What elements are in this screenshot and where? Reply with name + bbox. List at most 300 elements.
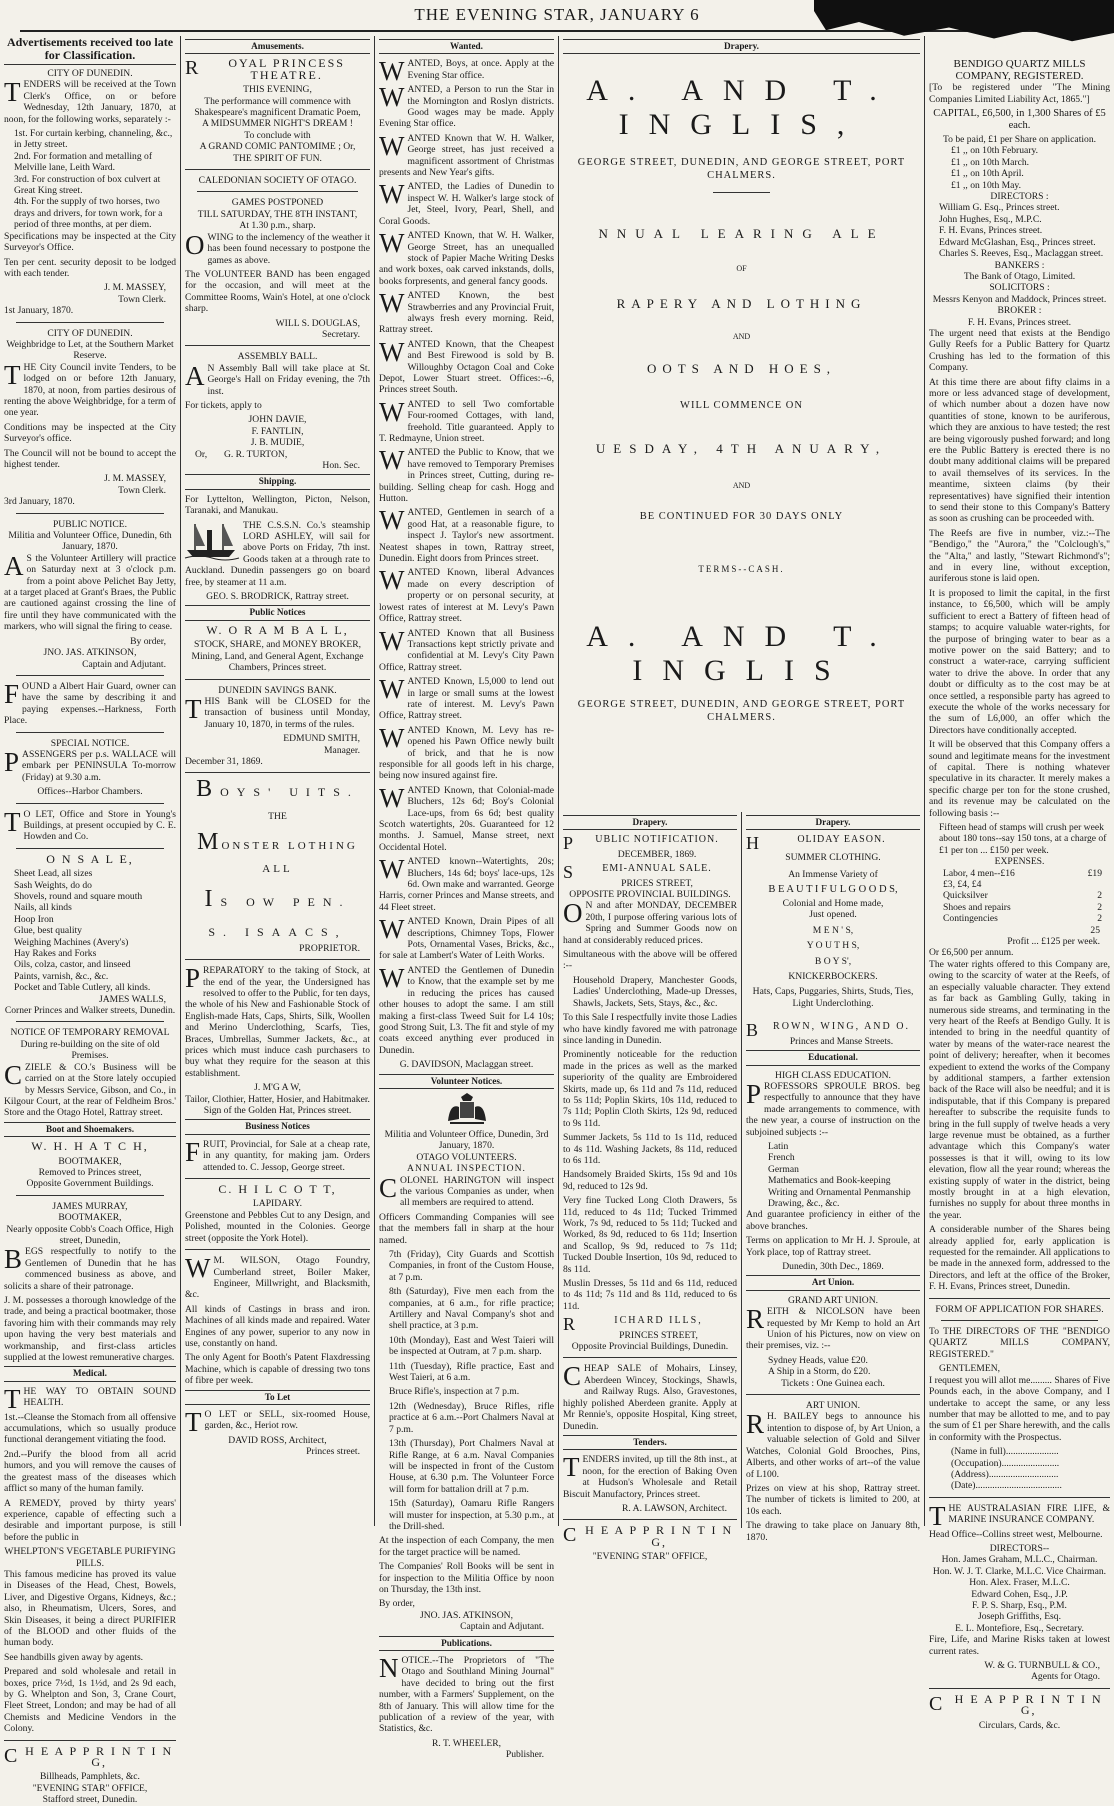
ad-body: THIS Bank will be CLOSED for the transaction of business until Monday, January 10, 1870, in terms of the rules. [185,693,370,730]
divider [929,1497,1110,1498]
section-heading: Tenders. [563,1435,737,1450]
column-1 [0,35,180,1806]
ad-body: Prominently noticeable for the reduction made in the prices as well as the marked superiority of the quality are Embroidered Skirts, made up, 6s 11d and 7s 11d, reduced to 5s 11d; Poplin Skirts, 10s 11d, reduced to 7s 11d; Poplin Cloth Skirts, 12s 9d, reduced to 9s 11d. [563,1049,737,1129]
ad-line: Opposite Government Buildings. [26,1178,154,1190]
signature-title: Town Clerk. [118,484,166,496]
list-item: Joseph Griffiths, Esq. [978,1611,1061,1623]
ad-line: At 1.30 p.m., sharp. [239,220,316,232]
ad-body: Conditions may be inspected at the City Surveyor's office. [4,421,176,445]
column-4b [742,812,924,1543]
ad-line: Circulars, Cards, &c. [978,1719,1061,1731]
ad-title: C H E A P P R I N T I N G, [929,1691,1103,1718]
divider [185,345,370,346]
ad-body: Ten per cent. security deposit to be lodged with each tender. [4,256,176,279]
by-order: By order, [130,635,166,647]
ad-body: W M. WILSON, Otago Foundry, Cumberland street, Boiler Maker, Engineer, Millwright, and Blacksmith, &c. [185,1253,370,1301]
ad-body: It will be observed that this Company offers a sound and legitimate means for the investment of capital. There is nothing whatever speculative in its character. It merely makes a specific charge per ton for the stone crushed, and its revenue may be calculated on the following basis :-- [929,739,1110,819]
list-item: Shovels, round and square mouth [14,891,143,902]
ad-line: SUMMER CLOTHING. [785,851,881,863]
list-item: 12th (Wednesday), Bruce Rifles, rifle practice at 6 a.m.--Port Chalmers Naval at 7 p.m. [389,1400,554,1435]
signature-title: Captain and Adjutant. [460,1621,544,1633]
list-item: 2nd. For formation and metalling of Melville lane, Leith Ward. [14,150,153,174]
signature-title: Secretary. [322,328,360,340]
ad-line: BOOTMAKER, [58,1155,122,1167]
expense-row: Shoes and repairs 2 [943,901,1102,913]
ad-line: M E N ' S, [812,924,854,936]
ad-date: 1st January, 1870. [4,305,74,317]
list-item: William G. Esq., Princes street. [939,202,1060,214]
ad-line: KNICKERBOCKERS. [788,971,878,983]
masthead-title: THE EVENING STAR, JANUARY 6 [414,5,700,24]
divider [16,848,164,849]
list-item: Mathematics and Book-keeping [768,1175,891,1187]
ad-line: BOOTMAKER, [58,1212,122,1224]
wanted-ad: WANTED Known, Drain Pipes of all descriptions, Chimney Tops, Flower Pots, Ornamental Vases, Bricks, &c., for sale at Lambert's Water of Leith Works. [379,914,554,962]
signature: J. M. MASSEY, [104,473,166,485]
ad-office: Offices--Harbor Chambers. [37,786,143,798]
divider [16,732,164,733]
sale-heading: RAPERY AND LOTHING [616,295,867,311]
ad-line: Opposite Provincial Buildings, Dunedin. [571,1341,729,1353]
ad-body: 1st.--Cleanse the Stomach from all offensive accumulations, which so usually produce functional derangement vitiating the food. [4,1411,176,1446]
ad-body: A considerable number of the Shares being already applied for, early application is requested for the remainder. All applications to be made in the annexed form, addressed to the Directors, and left at the office of the Broker, F. H. Evans, Princes street, Dunedin. [929,1224,1110,1293]
ad-body: Greenstone and Pebbles Cut to any Design, and Polished, mounted in the Colonies. George street (opposite the York Hotel). [185,1209,370,1244]
ad-line: PRINCES STREET, [619,1329,698,1341]
name-line: J. B. MUDIE, [250,437,305,449]
list-item: Edward Cohen, Esq., J.P. [971,1588,1068,1600]
ad-line: To conclude with [244,129,311,141]
ad-body: The drawing to take place on January 8th, 1870. [746,1520,920,1543]
ad-body: The Companies' Roll Books will be sent in for inspection to the Militia Office by noon on Thursday, the 13th inst. [379,1561,554,1595]
list-item: Hay Rakes and Forks [14,948,97,960]
ad-title: O N S A L E, [46,851,134,866]
ad-body: Handsomely Braided Skirts, 15s 9d and 10s 9d, reduced to 12s 9d. [563,1169,737,1192]
ad-line: The Bank of Otago, Limited. [963,270,1076,282]
list-item: Oils, colza, castor, and linseed [14,959,131,971]
signature: W. & G. TURNBULL & CO., [984,1660,1100,1672]
ad-body: PROFESSORS SPROULE BROS. beg respectfully to announce that they have made arrangements to commence, with the new year, a course of instruction on the subjoined subjects :-- [746,1078,920,1138]
ad-line: Removed to Princes street, [38,1166,142,1178]
ad-line: THE [268,811,287,823]
wanted-ad: WANTED, a Person to run the Star in the Mornington and Roslyn districts. Good wages may be made. Apply Evening Star office. [379,82,554,130]
ad-body: It is proposed to limit the capital, in the first instance, to £6,500, which will be amply sufficient to erect a Battery of fifteen head of stamps; to acquire valuable water-rights, for the purpose of bringing water to bear as a motive power on the said Battery; and to construct a water-race, carrying sufficient water to drive the above. In order that any doubt or difficulty as to the cost may be at once settled, a responsible party has agreed to execute the whole of the works necessary for the sum of L6,000, an offer which the Directors have conditionally accepted. [929,587,1110,736]
ad-line: Tickets : One Guinea each. [781,1377,885,1389]
ad-title: C. H I L C O T T, [218,1182,337,1197]
ad-address: GEORGE STREET, DUNEDIN, AND GEORGE STREET, PORT CHALMERS. [577,157,906,182]
ad-body: I request you will allot me......... Shares of Five Pounds each, in the above Company, and I undertake to accept the same, or any less number that may be allotted to me, and to pay the sum of £1 per Share herewith, and the calls in conformity with the Prospectus. [929,1374,1110,1443]
signature: JNO. JAS. ATKINSON, [43,647,137,659]
ad-title: FORM OF APPLICATION FOR SHARES. [935,1303,1104,1315]
ad-body: At the inspection of each Company, the men for the target practice will be named. [379,1535,554,1558]
wanted-ad: WANTED Known, liberal Advances made on every description of property or on personal security, at lowest rates of interest at M. Levy's Pawn Office, Rattray street. [379,565,554,625]
ad-title: A. AND T. INGLIS, [586,74,897,142]
ad-line: OPPOSITE PROVINCIAL BUILDINGS. [569,889,731,901]
divider [746,1394,920,1395]
ad-title: HIGH CLASS EDUCATION. [775,1069,891,1081]
wanted-ad: WANTED the Gentlemen of Dunedin to Know, that the example set by me in reducing the prices has caused other houses to adopt the same. I am still making a first-class Tweed Suit for L4 10s; good Strong Suit, L3. The fit and style of my coats exceed anything ever produced in Dunedin. [379,962,554,1056]
divider [941,1320,1098,1321]
ad-body: Very fine Tucked Long Cloth Drawers, 5s 11d, reduced to 4s 11d; Tucked Trimmed Work, 7s 9d, reduced to 5s 11d; Tucked and Worked, 8s 9d, reduced to 6s 11d; Insertion and Scallop, 9s 9d, reduced to 7s 11d; Tucked Double Insertion, 10s 9d, reduced to 8s 11d. [563,1195,737,1275]
list-item: Weighing Machines (Avery's) [14,936,129,948]
sale-line: BE CONTINUED FOR 30 DAYS ONLY [639,511,844,523]
ad-body: BEGS respectfully to notify to the Gentlemen of Dunedin that he has commenced business as above, and solicits a share of their patronage. [4,1244,176,1292]
ad-body: Summer Jackets, 5s 11d to 1s 11d, reduced to 4s 11d. Washing Jackets, 8s 11d, reduced to 6s 11d. [563,1132,737,1166]
ad-title: C H E A P P R I N T I N G, [4,1743,174,1770]
ad-line: Billheads, Pamphlets, &c. [40,1771,140,1783]
divider [563,1357,737,1358]
ad-body: THE City Council invite Tenders, to be lodged on or before 12th January, 1870, at noon, from parties desirous of renting the above Weighbridge, for a term of one year. [4,359,176,419]
ad-body: To THE DIRECTORS OF THE "BENDIGO QUARTZ MILLS COMPANY, REGISTERED." [929,1326,1110,1360]
wanted-ad: WANTED the Public to Know, that we have removed to Temporary Premises in Princes street, Cutting, during re-building. Selling cheap for cash. Hogg and Hutton. [379,445,554,505]
ad-body: COLONEL HARINGTON will inspect the various Companies as under, when all members are required to attend. [379,1172,554,1209]
section-heading: Art Union. [746,1275,920,1290]
ad-body: [To be registered under "The Mining Companies Limited Liability Act, 1865."] [929,82,1110,105]
ad-title: H OLIDAY EASON. [746,833,886,854]
list-item: 8th (Saturday), Five men each from the companies, at 6 a.m., for rifle practice; Artillery and Naval Company's shot and shell practice, at 3 p.m. [389,1286,554,1332]
list-item: 11th (Tuesday), Rifle practice, East and West Taieri, at 6 a.m. [389,1360,554,1384]
ad-body: T O LET or SELL, six-roomed House, garden, &c., Heriot row. [185,1406,370,1437]
ad-title: A. AND T. INGLIS [586,619,897,687]
ad-body: Head Office--Collins street west, Melbourne. [929,1528,1103,1540]
list-item: Drawing, &c., &c. [768,1197,840,1209]
ad-body: A N Assembly Ball will take place at St. George's Hall on Friday evening, the 7th inst. [185,360,370,397]
ad-title: GRAND ART UNION. [787,1294,879,1306]
section-heading: Volunteer Notices. [379,1074,554,1089]
ad-body: J. M. possesses a thorough knowledge of the trade, and being a practical bootmaker, those favoring him with their commands may rely upon having the very best materials and workmanship, and first-class articles supplied at the lowest remunerative charges. [4,1295,176,1364]
wanted-ad: WANTED, Gentlemen in search of a good Hat, at a reasonable figure, to inspect J. Taylor's new assortment. Neatest shapes in town, Rattray street, Dunedin. Eight doors from Princes street. [379,505,554,565]
ad-line: A MIDSUMMER NIGHT'S DREAM ! [202,118,353,130]
ad-connector: AND [732,480,751,490]
ad-body: The Reefs are five in number, viz.:--The "Bendigo," the "Aurora," the "Colclough's," the "Alta," and lastly, "Stewart Richmond's"; and in every line, without exception, auriferous stone is laid open. [929,527,1110,585]
ad-connector: AND [732,331,751,341]
ad-title: CALEDONIAN SOCIETY OF OTAGO. [198,175,357,187]
column-5 [925,36,1114,1731]
section-heading: Business Notices [185,1119,370,1134]
divider [929,1688,1110,1689]
list-item: Edward McGlashan, Esq., Princes street. [939,236,1096,248]
wanted-ad: WANTED to sell Two comfortable Four-roomed Cottages, with land, freehold. Title guaranteed. Apply to T. Redmayne, Union street. [379,396,554,444]
list-item: £1 ,, on 10th February. [951,145,1039,157]
ad-body: T O LET, Office and Store in Young's Buildings, at present occupied by C. E. Howden and Co. [4,806,176,843]
wanted-ad: WANTED Known, that Colonial-made Bluchers, 12s 6d; Boy's Colonial Lace-ups, from 6s 6d; best quality Scotch watertights, 20s. Guaranteed for 12 months. J. Samuel, Manse street, next Occidental Hotel. [379,782,554,853]
list-item: £1 ,, on 10th May. [951,179,1021,191]
list-item: 10th (Monday), East and West Taieri will be inspected at Outram, at 7 p.m. sharp. [389,1334,554,1358]
ad-line: LAPIDARY. [252,1198,303,1210]
signature: J. M'G A W, [254,1082,301,1094]
divider [16,513,164,514]
wanted-ad: WANTED Known that W. H. Walker, George street, has just received a magnificent assortment of Christmas presents and New Year's gifts. [379,130,554,179]
ad-title: ASSEMBLY BALL. [237,351,318,363]
ad-subhead: DIRECTORS-- [989,1542,1050,1554]
ad-title: BOYS' UITS. [196,776,359,803]
ad-title: B ROWN, WING, AND O. [746,1020,910,1041]
ad-title: S EMI-ANNUAL SALE. [563,862,712,883]
ad-body: For tickets, apply to [185,399,262,411]
ad-body: Prizes on view at his shop, Rattray street. The number of tickets is limited to 200, at 10s each. [746,1482,920,1517]
ad-body: See handbills given away by agents. [4,1651,144,1663]
ad-body: TENDERS invited, up till the 8th inst., at noon, for the erection of Baking Oven at Hudson's Wholesale and Retail Biscuit Manufactory, Princes street. [563,1452,737,1500]
ad-line: Nearly opposite Cobb's Coach Office, High street, Dunedin, [6,1223,174,1246]
form-field: (Name in full)...................... [951,1446,1059,1458]
royal-crest-icon [444,1093,490,1127]
ad-subtitle: During re-building on the site of old Premises. [20,1038,160,1062]
section-heading: Educational. [746,1050,920,1065]
ad-date: December 31, 1869. [185,755,263,767]
list-item: Latin [768,1140,789,1152]
ad-body: Terms on application to Mr H. J. Sproule, at York place, top of Rattray street. [746,1235,920,1258]
by-order: By order, [379,1598,415,1610]
column-2 [181,36,374,1528]
ad-date: 3rd January, 1870. [4,496,75,508]
list-item: £1 ,, on 10th March. [951,156,1030,168]
sale-line: WILL COMMENCE ON [680,400,803,412]
ad-title: R ICHARD ILLS, [563,1314,703,1335]
ad-line: The performance will commence with Shakespeare's magnificent Dramatic Poem, [194,95,361,119]
profit-line: Or £6,500 per annum. [929,947,1014,959]
expense-row: £3, £4, £4 [943,879,982,891]
list-item: Sash Weights, do do [14,879,92,891]
signature-title: Agents for Otago. [1030,1671,1100,1683]
section-heading: Wanted. [379,39,554,54]
list-item: Paints, varnish, &c., &c. [14,970,109,982]
profit-line: Profit ... £125 per week. [1007,936,1100,948]
ad-body: CHEAP SALE of Mohairs, Linsey, Aberdeen Wincey, Stockings, Shawls, and Railway Rugs. Also, Gravestones, highly polished Aberdeen granite. Apply at Mr Rennie's, opposite Hospital, King street, Dunedin. [563,1361,737,1432]
ad-body: STOCK, SHARE, and MONEY BROKER, Mining, Land, and General Agent, Exchange Chambers, Princes street. [191,639,364,674]
ad-connector: OF [736,264,747,274]
expense-row: Labor, 4 men--£16 £19 [943,867,1102,879]
ad-subtitle: Weighbridge to Let, at the Southern Market Reserve. [6,338,174,362]
signature-title: Corner Princes and Walker streets, Dunedin. [4,1005,176,1017]
ad-body: O N and after MONDAY, DECEMBER 20th, I purpose offering various lots of Spring and Summer Goods now on hand at considerably reduced prices. [563,898,737,946]
ad-body: All kinds of Castings in brass and iron. Machines of all kinds made and repaired. Water Engines of any power, superior to any now in use, constantly on hand. [185,1303,370,1349]
ad-line: To be paid, £1 per Share on application. [942,134,1097,146]
section-heading: Boot and Shoemakers. [4,1122,176,1137]
section-heading: To Let [185,1390,370,1405]
ad-body: FOUND a Albert Hair Guard, owner can have the same by describing it and paying expenses.--Harkness, Forth Place. [4,678,176,727]
ad-line: F. H. Evans, Princes street. [967,316,1072,328]
divider [185,169,370,170]
sale-heading: OOTS AND HOES, [646,361,837,377]
divider [16,1195,164,1196]
divider [713,192,770,193]
ad-title: SPECIAL NOTICE. [50,737,130,749]
ad-body: 2nd.--Purify the blood from all acrid humors, and you will remove the causes of the greatest mass of the diseases which afflict so many of the human family. [4,1448,176,1495]
ad-body: CZIELE & CO.'s Business will be carried on at the Store lately occupied by Messrs Service, Gibson, and Co., in Kilgour Court, at the rear of Feldheim Bros.' Store and the Otago Hotel, Rattray street. [4,1059,176,1119]
ad-title: NOTICE OF TEMPORARY REMOVAL [10,1027,170,1039]
ad-title: CITY OF DUNEDIN. [47,68,133,79]
divider [185,772,370,773]
signature-title: Publisher. [505,1749,544,1761]
ad-title: S. ISAACS, [208,924,347,939]
list-item: Glue, best quality [14,925,82,937]
divider [185,679,370,680]
sale-heading: NNUAL LEARING ALE [598,226,885,242]
wanted-ad: WANTED Known, that the Cheapest and Best Firewood is sold by B. Willoughby Octagon Coal and Coke Depot, Lower Stuart street. Offices:--6, Princes street South. [379,336,554,396]
ad-subhead: DIRECTORS : [990,191,1049,203]
list-item: 3rd. For construction of box culvert at Great King street. [14,173,161,197]
ad-line: TILL SATURDAY, THE 8TH INSTANT, [197,208,358,220]
list-item: Sheet Lead, all sizes [14,868,93,880]
form-field: (Address)............................. [951,1468,1059,1480]
ad-body: And guarantee proficiency in either of the above branches. [746,1209,920,1232]
wanted-ad: WANTED Known, that W. H. Walker, George Street, has an unequalled stock of Papier Mache Writing Desks and work boxes, oak carved inkstands, dolls, books forpresents, and general fancy goods. [379,228,554,287]
signature: R. A. LAWSON, Architect. [621,1502,727,1514]
ad-body: THE C.S.S.N. Co.'s steamship LORD ASHLEY, will sail for above Ports on Friday, 7th inst. Goods taken at a through rate to Auckland. Dunedin passengers go on board free, by steamer at 11 a.m. [185,519,370,588]
late-ads-heading: Advertisements received too late for Classification. [4,36,176,65]
list-item: Sydney Heads, value £20. [768,1354,868,1366]
ad-line: Princes and Manse Streets. [789,1035,894,1047]
ad-line: A GRAND COMIC PANTOMIME ; Or, [199,141,356,153]
ad-body: Officers Commanding Companies will see that the members fall in sharp at the hour named. [379,1211,554,1246]
ad-body: For Lyttelton, Wellington, Picton, Nelson, Taranaki, and Manukau. [185,493,370,517]
divider [185,1178,370,1179]
ad-body: The water rights offered to this Company are, owing to the scarcity of water at the Reefs, of an especially valuable character. They extend as far back as Gambling Gully, taking in numerous side streams, and terminating in the very heart of the Reefs at Bendigo Gully. It is intended to bring in the needful quantity of water by means of the water-race nearest the point of delivery; hereafter, when it becomes expedient to extend the works of the Company by additional stampers, a farther extension back of the Race will also be needful; and it is indisputable, that if this Company is prepared hereafter to subscribe the requisite funds to bring in the full supply of twelve heads a very large revenue must be obtained, as a further advantage which this Company's water possesses is that it will, owing to its low elevation, flow all the year round; whereas the existing supply of water in the district, being mostly brought in at a high elevation, furnishes no supply for about three months in the year. [929,958,1110,1221]
ad-body: Specifications may be inspected at the City Surveyor's Office. [4,230,176,254]
signature-title: Hon. Sec. [322,460,360,471]
list-item: 13th (Thursday), Port Chalmers Naval at Rifle Range, at 6 a.m. Naval Companies will be inspected in front of the Custom House, at 6.30 p.m. The Volunteer Force will form for battalion drill at 7 p.m. [389,1438,554,1495]
ad-line: PROPRIETOR. [299,942,360,954]
list-item: Hon. Alex. Fraser, M.L.C. [969,1577,1070,1589]
divider [16,322,164,323]
form-field: (Occupation)........................ [951,1457,1060,1469]
ad-body: FRUIT, Provincial, for Sale at a cheap rate, in any quantity, for making jam. Orders attended to. C. Jessop, George street. [185,1136,370,1173]
section-heading: Publications. [379,1636,554,1651]
ad-subtitle: Militia and Volunteer Office, Dunedin, 3rd January, 1870. [384,1128,549,1152]
list-item: Charles S. Reeves, Esq., Maclaggan street. [939,248,1104,260]
list-item: Hoop Iron [14,913,54,925]
section-heading: Drapery. [563,815,737,830]
steamship-icon [185,520,239,560]
ad-title: PUBLIC NOTICE. [52,518,128,530]
section-heading: Public Notices [185,605,370,620]
list-item: 7th (Friday), City Guards and Scottish Companies, in front of the Custom House, at 7 p.m. [389,1249,554,1283]
ad-body: The Council will not be bound to accept the highest tender. [4,447,176,470]
section-heading: Public Companies. [982,41,1057,51]
list-item: £1 ,, on 10th April. [951,168,1024,180]
signature-title: Manager. [324,744,360,756]
ad-title: DUNEDIN SAVINGS BANK. [218,684,337,696]
ad-title: IS OW PEN. [204,885,351,912]
ad-line: GENTLEMEN, [939,1363,1001,1375]
ad-line: B E A U T I F U L G O O D S, [768,883,898,895]
ad-body: PASSENGERS per p.s. WALLACE will embark per PENINSULA To-morrow (Friday) at 9.30 a.m. [4,746,176,783]
signature-title: Town Clerk. [118,293,166,305]
ad-line: Colonial and Home made, [782,898,884,910]
terms-line: TERMS--CASH. [698,564,785,575]
divider [16,803,164,804]
divider [4,1740,176,1741]
ad-subhead: SOLICITORS : [989,282,1050,294]
ad-body: OWING to the inclemency of the weather it has been found necessary to postpone the games as above. [185,229,370,266]
ad-line: GAMES POSTPONED [231,197,324,209]
list-item: French [768,1152,795,1164]
list-item: 15th (Saturday), Oamaru Rifle Rangers will muster for inspection, at 5.30 p.m., at the Drill-shed. [389,1498,554,1532]
ad-body: The urgent need that exists at the Bendigo Gully Reefs for a Public Battery for Quartz Crushing has led to the formation of this Company. [929,327,1110,374]
ad-title: P UBLIC NOTIFICATION. [563,833,719,854]
ad-title: W. O R A M B A L L, [206,622,349,637]
form-field: (Date).................................... [951,1480,1062,1492]
list-item: John Hughes, Esq., M.P.C. [939,213,1042,225]
wanted-ad: WANTED Known, L5,000 to lend out in large or small sums at the lowest rate of interest. M. Levy's Pawn Office, Rattray street. [379,674,554,722]
list-item: Pocket and Table Cutlery, all kinds. [14,982,151,994]
wanted-ad: WANTED known--Watertights, 20s; Bluchers, 14s 6d; boys' lace-ups, 12s 6d. Own make and warranted. George Harris, corner Princes and Manse streets, and 44 Fleet street. [379,854,554,913]
ad-body: Fire, Life, and Marine Risks taken at lowest current rates. [929,1634,1110,1657]
signature-title: Tailor, Clothier, Hatter, Hosier, and Habitmaker. [185,1093,370,1105]
ad-line: THIS EVENING, [243,84,312,96]
wanted-ad: WANTED Known, the best Strawberries and any Provincial Fruit, always fresh every morning. Reid, Rattray street. [379,288,554,336]
ad-line: THE SPIRIT OF FUN. [233,152,322,164]
ad-title: JAMES MURRAY, [52,1200,128,1212]
ad-line: PRICES STREET, [621,877,693,889]
ad-body: To this Sale I respectfully invite those Ladies who have kindly favored me with patronage since landing in Dunedin. [563,1012,737,1046]
divider [563,1519,737,1520]
divider [197,191,358,192]
expense-row: Contingencies 2 [943,913,1102,925]
wanted-ad: WANTED Known, M. Levy has re-opened his Pawn Office newly built of brick, and that he is now responsible for all goods left in his charge, being now insured against fire. [379,722,554,782]
ad-address: GEORGE STREET, DUNEDIN, AND GEORGE STREET, PORT CHALMERS. [577,698,906,723]
ad-line: DECEMBER, 1869. [617,848,697,860]
divider [16,675,164,676]
ad-title: ANNUAL INSPECTION. [407,1163,526,1175]
ad-line: An Immense Variety of [788,869,878,881]
column-3 [375,36,558,1761]
list-item: F. H. Evans, Princes street. [939,225,1043,237]
ad-subhead: BROKER : [997,305,1042,317]
ad-line: "EVENING STAR" OFFICE, [32,1782,148,1794]
inglis-sale-ad [563,74,920,723]
ad-body: At this time there are about fifty claims in a more or less advanced stage of development, of which number about a dozen have now quantities of stone, known to be auriferous, which they are anxious to have tested; the rest are being vigorously pushed forward; and long ere the Public Battery is erected there is no doubt many additional claims will be prepared to avail themselves of its services. In the meantime, sixteen claims (by their representatives) have signified their intention to send their stone to this Company's Battery as soon as crushing can be proceeded with. [929,376,1110,525]
signature: R. T. WHEELER, [431,1737,501,1749]
list-item: Bruce Rifle's, inspection at 7 p.m. [389,1386,520,1398]
signature: DAVID ROSS, Architect, [228,1434,327,1446]
expense-total: 25 [1090,924,1100,936]
section-heading: Shipping. [185,474,370,489]
ad-title: R OYAL PRINCESS THEATRE. [185,56,345,82]
section-heading: Drapery. [563,39,920,54]
ad-title: MONSTER LOTHING ALL [197,828,358,875]
ad-line: "EVENING STAR" OFFICE, [592,1551,708,1563]
ad-title: OTAGO VOLUNTEERS. [416,1151,517,1163]
ad-body: A REMEDY, proved by thirty years' experience, capable of effecting such a desirable and important purpose, is still before the public in [4,1497,176,1543]
ad-body: A S the Volunteer Artillery will practice on Saturday next at 3 o'clock p.m. from a point above Pelichet Bay Jetty, at a target placed at Grant's Braes, the Public are cautioned against crossing the line of fire until they have communicated with the markers, who will signal the firing to cease. [4,550,176,633]
ad-body: Hats, Caps, Puggaries, Shirts, Studs, Ties, Light Underclothing. [752,986,914,1009]
column-4a [559,812,741,1563]
ad-line: Y O U T H S, [806,940,860,952]
list-item: 4th. For the supply of two horses, two drays and drivers, for town work, for a period of three months, at per diem. [14,196,163,231]
divider [185,1249,370,1250]
ad-subtitle: Militia and Volunteer Office, Dunedin, 6th January, 1870. [8,530,172,553]
ad-body: CAPITAL, £6,500, in 1,300 Shares of £5 each. [933,108,1106,131]
list-item: E. L. Montefiore, Esq., Secretary. [955,1622,1084,1634]
calc-line: Fifteen head of stamps will crush per week about 180 tons--say 150 tons, at a charge of £1 per ton ... £150 per week. [939,822,1107,856]
list-item: A Ship in a Storm, do £20. [768,1366,871,1378]
list-item: Hon. James Graham, M.L.C., Chairman. [941,1554,1098,1566]
ad-title: CITY OF DUNEDIN. [47,327,133,339]
signature-title: Princes street. [306,1446,360,1458]
divider [929,1298,1110,1299]
list-item: German [768,1163,799,1175]
wanted-ad: WANTED Known that all Business Transactions kept strictly private and confidential at M. Levy's City Pawn Office, Rattray street. [379,625,554,673]
company-title: BENDIGO QUARTZ MILLS COMPANY, REGISTERED. [953,58,1086,83]
signature: J. M. MASSEY, [104,282,166,294]
ad-line: Messrs Kenyon and Maddock, Princes street. [932,293,1107,305]
ad-title: W. H. H A T C H, [31,1139,149,1154]
ad-body: PREPARATORY to the taking of Stock, at the end of the year, the Undersigned has resolved to offer to the Public, for ten days, the whole of his New and Fashionable Stock of English-made Hats, Caps, Shirts, Silk, Woollen and Merino Underclothing, Scarfs, Ties, Braces, Umbrellas, Summer Jackets, &c., at prices which must induce cash purchasers to buy what they require for the season at this establishment. [185,963,370,1079]
list-item: Hon. W. J. T. Clarke, M.L.C. Vice Chairman. [932,1565,1107,1577]
ad-subhead: BANKERS : [994,259,1045,271]
ad-body: The only Agent for Booth's Patent Flaxdressing Machine, which is capable of dressing two tons of fibre per week. [185,1352,370,1387]
ad-body: Prepared and sold wholesale and retail in boxes, price 7½d, 1s 1½d, and 2s 9d each, by G. Whelpton and Son, 3, Crane Court, Fleet Street, London; and may be had of all Chemists and Medicine Vendors in the Colony. [4,1666,176,1735]
